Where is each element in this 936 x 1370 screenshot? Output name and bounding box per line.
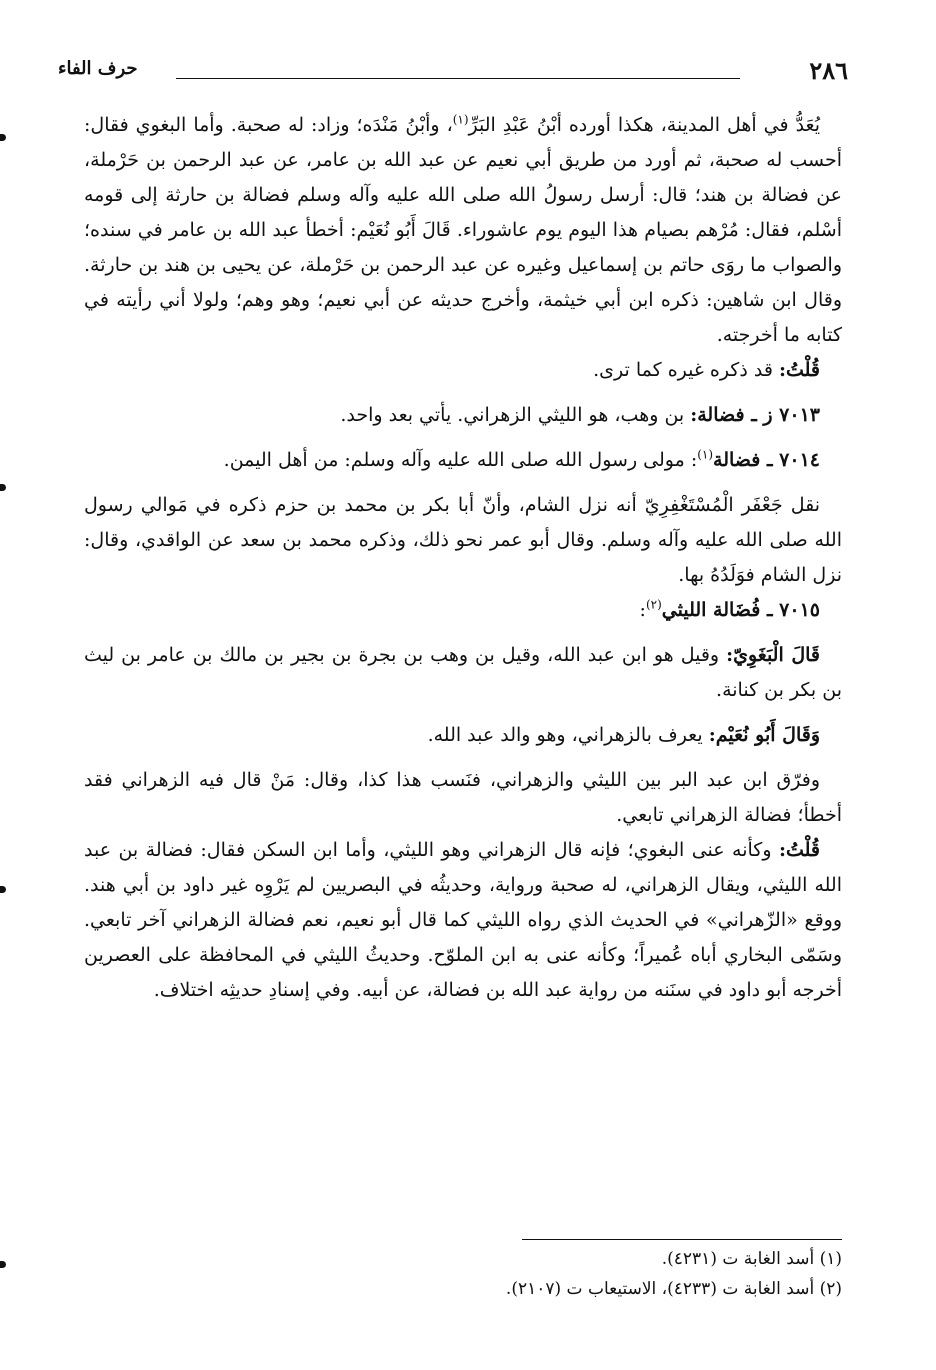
entry-name: فضالة [713, 449, 761, 471]
page-header [58, 56, 848, 88]
scan-edge-mark [0, 886, 6, 893]
entry-separator: ـ [760, 599, 780, 621]
paragraph-1 [84, 108, 842, 353]
paragraph-text: يُعَدُّ في أهل المدينة، هكذا أورده أبْنُ عَبْدِ البَرِّ [468, 114, 820, 136]
paragraph-lead: قُلْتُ: [778, 359, 820, 381]
paragraph-lead: قَالَ الْبَغَوِيّ: [726, 644, 820, 666]
footnote-marker: (٢) [645, 597, 662, 612]
paragraph-text: وقيل هو ابن عبد الله، وقيل بن وهب بن بجرة بن بجير بن مالك بن عامر بن ليث بن بكر بن كنانة. [84, 644, 842, 701]
scan-edge-mark [0, 134, 6, 141]
entry-number: ٧٠١٣ [779, 404, 820, 426]
entry-number: ٧٠١٥ [779, 599, 820, 621]
paragraph-10 [84, 833, 842, 1008]
paragraph-text: ، وأبْنُ مَنْدَه؛ وزاد: له صحبة. وأما البغوي فقال: أحسب له صحبة، ثم أورد من طريق أبي نعيم عن عبد الله بن عامر، عن عبد الرحمن بن حَرْملة، عن فضالة بن هند؛ قال: أرسل رسولُ الله صلى الله عليه وآله وسلم فضالة بن حارثة إلى قومه أسْلم، فقال: مُرْهم بصيام هذا اليوم يوم عاشوراء. قَالَ أَبُو نُعَيْم: أخطأ عبد الله بن عامر في سنده؛ والصواب ما روَى حاتم بن إسماعيل وغيره عن عبد الرحمن بن حَرْملة، عن يحيى بن هند بن حارثة. وقال ابن شاهين: ذكره ابن أبي خيثمة، وأخرج حديثه عن أبي نعيم؛ وهو وهم؛ ولولا أني رأيته في كتابه ما أخرجته. [84, 114, 842, 346]
entry-7015 [84, 593, 842, 628]
footnote-marker: (١) [697, 447, 714, 462]
footnotes [142, 1244, 842, 1304]
scan-edge-mark [0, 484, 6, 491]
paragraph-9 [84, 763, 842, 833]
entry-separator: ـ [760, 449, 780, 471]
paragraph-text: وفرّق ابن عبد البر بين الليثي والزهراني، فنَسب هذا كذا، وقال: مَنْ قال فيه الزهراني فقد أخطأ؛ فضالة الزهراني تابعي. [84, 769, 842, 826]
paragraph-text: قد ذكره غيره كما ترى. [593, 359, 779, 381]
footnote-rule [522, 1239, 842, 1240]
main-text [84, 108, 842, 1008]
paragraph-text: : [639, 599, 646, 621]
footnote-marker: (١) [452, 112, 469, 127]
footnote-1: (١) أسد الغابة ت (٤٢٣١). [661, 1249, 842, 1269]
paragraph-text: نقل جَعْفَر الْمُسْتَغْفِرِيّ أنه نزل الشام، وأنّ أبا بكر بن محمد بن حزم ذكره في مَوالي رسول الله صلى الله عليه وآله وسلم. وقال أبو عمر نحو ذلك، وذكره محمد بن سعد عن الواقدي، وقال: نزل الشام فوَلَدُهُ بها. [84, 494, 842, 586]
running-title: حرف الفاء [58, 58, 138, 79]
paragraph-7 [84, 638, 842, 708]
paragraph-lead: قُلْتُ: [778, 839, 820, 861]
entry-7014 [84, 443, 842, 478]
paragraph-text: يعرف بالزهراني، وهو والد عبد الله. [427, 724, 709, 746]
paragraph-8 [84, 718, 842, 753]
entry-7013 [84, 398, 842, 433]
page-number: ٢٨٦ [809, 56, 848, 85]
header-rule [176, 78, 740, 79]
paragraph-2 [84, 353, 842, 388]
paragraph-lead: وَقَالَ أَبُو نُعَيْم: [708, 724, 820, 746]
paragraph-5 [84, 488, 842, 593]
entry-name: فضالة: [690, 404, 745, 426]
entry-number: ٧٠١٤ [779, 449, 820, 471]
footnote-2: (٢) أسد الغابة ت (٤٢٣٣)، الاستيعاب ت (٢١٠٧). [505, 1279, 842, 1299]
scan-edge-mark [0, 1261, 6, 1268]
paragraph-text: وكأنه عنى البغوي؛ فإنه قال الزهراني وهو الليثي، وأما ابن السكن فقال: فضالة بن عبد الله الليثي، ويقال الزهراني، له صحبة ورواية، وحديثُه في البصريين لم يَرْوِه غير داود بن أبي هند. ووقع «الزّهراني» في الحديث الذي رواه الليثي كما قال أبو نعيم، نعم فضالة الزهراني آخر تابعي. وسَمّى البخاري أباه عُميراً؛ وكأنه عنى به ابن الملوّح. وحديثُ الليثي في المحافظة على العصرين أخرجه أبو داود في سنَنه من رواية عبد الله بن فضالة، عن أبيه. وفي إسنادِ حديثِه اختلاف. [84, 839, 842, 1001]
paragraph-text: : مولى رسول الله صلى الله عليه وآله وسلم: من أهل اليمن. [223, 449, 698, 471]
paragraph-text: بن وهب، هو الليثي الزهراني. يأتي بعد واحد. [340, 404, 691, 426]
entry-name: فُضَالة الليثي [661, 599, 761, 621]
entry-separator: ز ـ [744, 404, 780, 426]
